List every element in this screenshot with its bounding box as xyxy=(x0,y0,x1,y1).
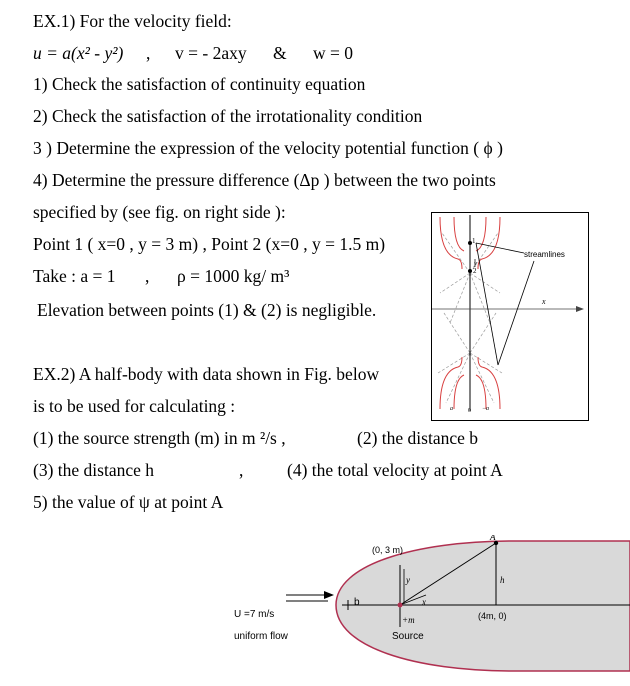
uniform-flow-label: uniform flow xyxy=(234,631,288,642)
ex2-q3: (3) the distance h xyxy=(33,460,154,480)
h-label: h xyxy=(500,575,505,585)
x-axis-arrow xyxy=(576,306,584,312)
ex1-q4: 4) Determine the pressure difference (Δp ) between the two points xyxy=(33,170,496,190)
callout-line-3 xyxy=(498,261,534,365)
ex2-title: EX.2) A half-body with data shown in Fig. below xyxy=(33,364,380,384)
ex1-take-a: Take : a = 1 xyxy=(33,266,116,286)
a-left-label: a xyxy=(450,406,453,412)
half-body-shape xyxy=(336,541,630,671)
coord-top-label: (0, 3 m) xyxy=(372,545,404,555)
streamline-figure xyxy=(431,212,589,421)
a-right-label: −a xyxy=(482,406,490,412)
ex1-q2: 2) Check the satisfaction of the irrotationality condition xyxy=(33,106,423,126)
ex1-sep2: , xyxy=(145,266,150,286)
ex2-title2: is to be used for calculating : xyxy=(33,396,236,416)
source-label: Source xyxy=(392,631,424,642)
zero-label: 0 xyxy=(468,408,471,414)
y-label: y xyxy=(406,575,410,585)
ex2-q1: (1) the source strength (m) in m ²/s , xyxy=(33,428,286,448)
ex1-q4b: specified by (see fig. on right side ): xyxy=(33,202,286,222)
half-body-svg xyxy=(224,535,630,681)
coord-right-label: (4m, 0) xyxy=(478,611,507,621)
callout-line-2 xyxy=(476,243,498,365)
half-body-figure xyxy=(224,535,630,681)
ex1-eq-w: w = 0 xyxy=(313,43,354,63)
A-label: A xyxy=(490,535,496,542)
streamline-svg xyxy=(432,213,588,420)
x-label: x xyxy=(422,597,426,607)
source-marker xyxy=(398,603,403,608)
ex2-q2: (2) the distance b xyxy=(357,428,478,448)
ex1-elevation: Elevation between points (1) & (2) is negligible. xyxy=(37,300,377,320)
plus-m-label: +m xyxy=(402,615,415,625)
ex1-title: EX.1) For the velocity field: xyxy=(33,11,232,31)
ex1-amp: & xyxy=(273,43,287,63)
ex1-sep1: , xyxy=(146,43,151,63)
point-1-label: 1 xyxy=(472,237,476,245)
ex1-points: Point 1 ( x=0 , y = 3 m) , Point 2 (x=0 , y = 1.5 m) xyxy=(33,234,386,254)
ex2-q4: (4) the total velocity at point A xyxy=(287,460,503,480)
uniform-flow-arrowhead xyxy=(324,591,334,599)
ex1-eq-u: u = a(x² - y²) xyxy=(33,43,124,63)
point-2-label: 2 xyxy=(473,267,477,275)
x-label: x xyxy=(542,297,546,306)
streamlines-label: streamlines xyxy=(524,250,565,259)
ex1-q3: 3 ) Determine the expression of the velocity potential function ( ϕ ) xyxy=(33,138,503,158)
b-label: b xyxy=(354,597,360,608)
velocity-label: U =7 m/s xyxy=(234,609,275,620)
ex1-eq-v: v = - 2axy xyxy=(175,43,247,63)
y-label: y xyxy=(474,261,477,267)
ex1-rho: ρ = 1000 kg/ m³ xyxy=(177,266,290,286)
ex2-sep: , xyxy=(239,460,244,480)
point-2-marker xyxy=(468,269,472,273)
ex1-q1: 1) Check the satisfaction of continuity equation xyxy=(33,74,366,94)
ex2-q5: 5) the value of ψ at point A xyxy=(33,492,224,512)
callout-line-1 xyxy=(476,243,524,253)
